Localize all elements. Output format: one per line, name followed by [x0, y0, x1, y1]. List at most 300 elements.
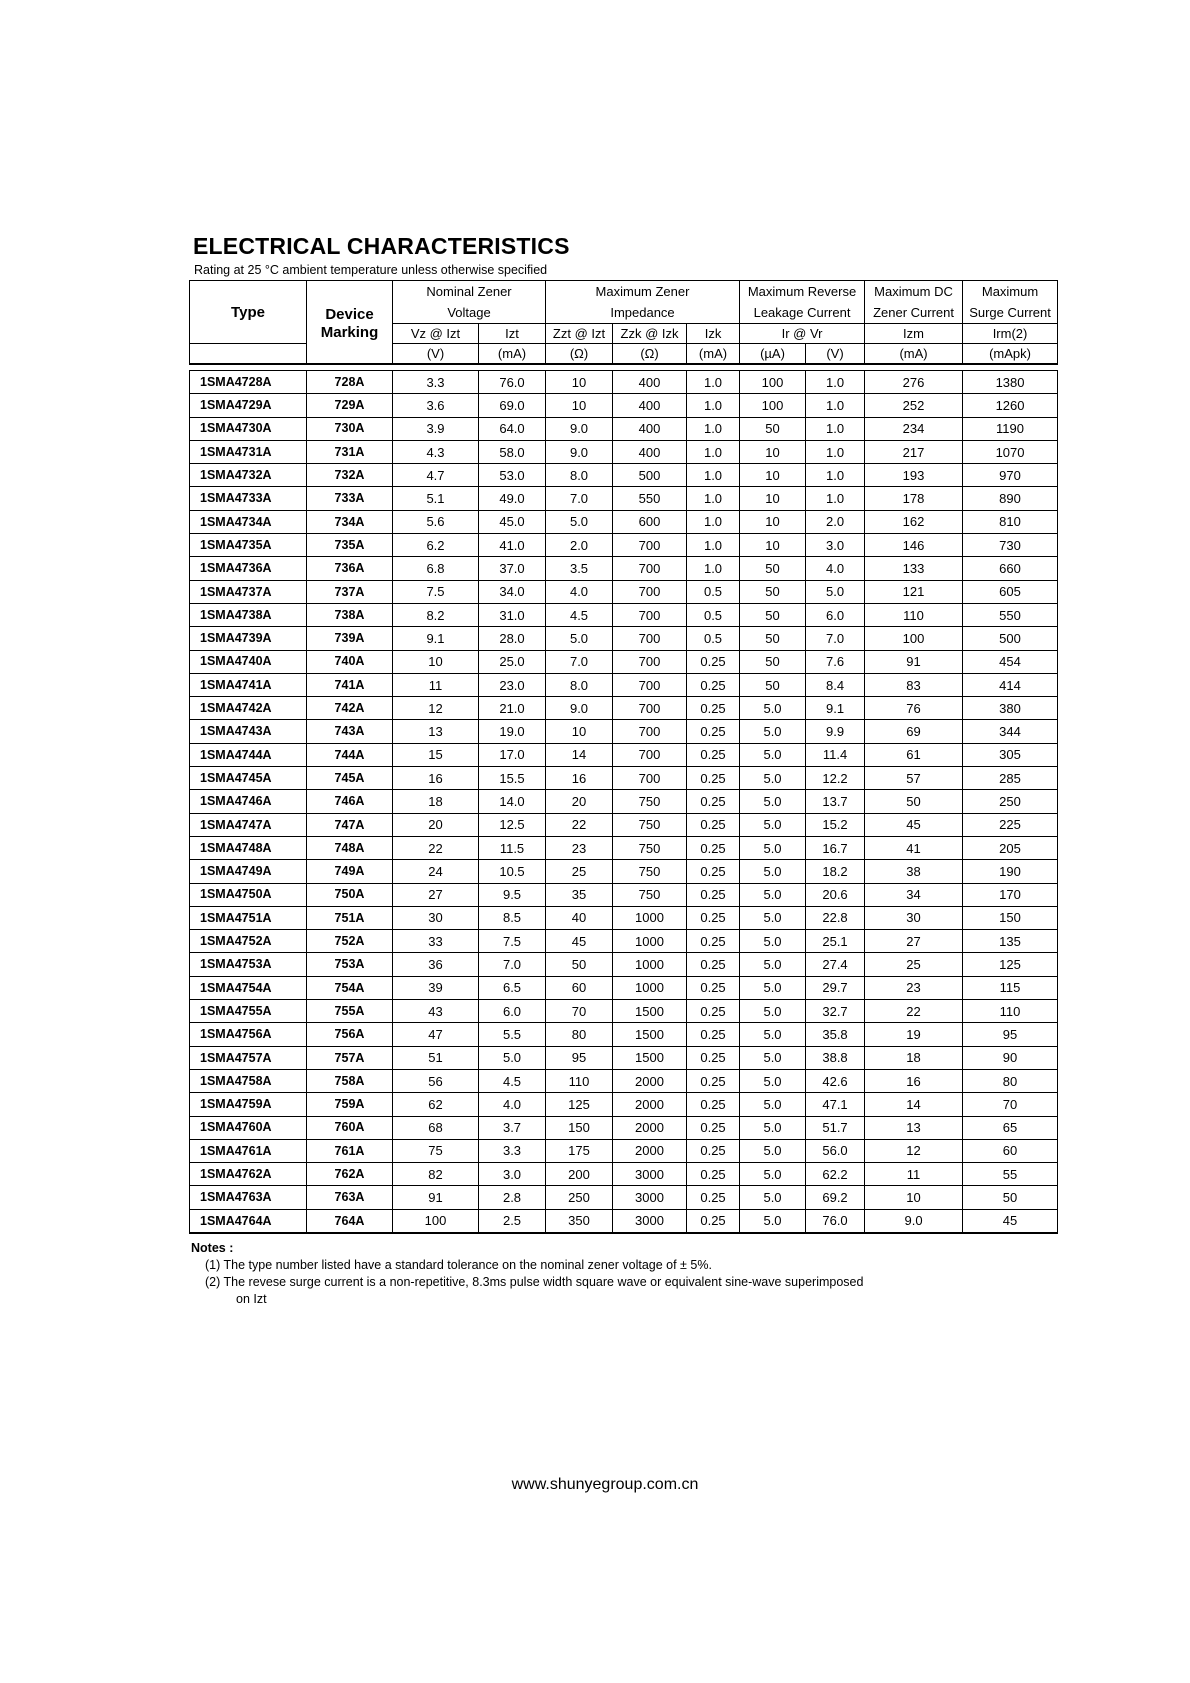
- cell-izm: 61: [865, 743, 963, 766]
- footer-url: www.shunyegroup.com.cn: [511, 1476, 699, 1493]
- cell-type: 1SMA4754A: [190, 976, 307, 999]
- cell-izm: 30: [865, 906, 963, 929]
- cell-zzk: 3000: [613, 1163, 687, 1186]
- cell-ir: 5.0: [740, 813, 806, 836]
- cell-izk: 0.25: [687, 1000, 740, 1023]
- cell-izk: 0.25: [687, 673, 740, 696]
- cell-irm: 285: [963, 767, 1058, 790]
- cell-marking: 737A: [307, 580, 393, 603]
- cell-zzk: 2000: [613, 1139, 687, 1162]
- electrical-characteristics-table: [189, 280, 1058, 1234]
- cell-marking: 733A: [307, 487, 393, 510]
- cell-marking: 758A: [307, 1069, 393, 1092]
- cell-izt: 3.3: [479, 1139, 546, 1162]
- note-1: (1) The type number listed have a standard tolerance on the nominal zener voltage of ± 5%.: [205, 1258, 712, 1272]
- cell-vz: 10: [393, 650, 479, 673]
- cell-marking: 753A: [307, 953, 393, 976]
- cell-marking: 761A: [307, 1139, 393, 1162]
- table-row: [190, 883, 1058, 906]
- page-subtitle: Rating at 25 °C ambient temperature unless otherwise specified: [194, 263, 548, 277]
- cell-zzt: 110: [546, 1069, 613, 1092]
- cell-marking: 742A: [307, 697, 393, 720]
- table-row: [190, 1023, 1058, 1046]
- header-impedance-2: Impedance: [546, 302, 740, 324]
- cell-zzk: 3000: [613, 1209, 687, 1233]
- notes-heading: Notes :: [191, 1241, 234, 1255]
- cell-zzt: 7.0: [546, 650, 613, 673]
- cell-type: 1SMA4753A: [190, 953, 307, 976]
- cell-type: 1SMA4747A: [190, 813, 307, 836]
- cell-type: 1SMA4732A: [190, 464, 307, 487]
- cell-type: 1SMA4740A: [190, 650, 307, 673]
- cell-irm: 1070: [963, 440, 1058, 463]
- cell-izm: 27: [865, 930, 963, 953]
- cell-type: 1SMA4756A: [190, 1023, 307, 1046]
- cell-vz: 68: [393, 1116, 479, 1139]
- cell-zzk: 1000: [613, 906, 687, 929]
- header-dc-2: Zener Current: [865, 302, 963, 324]
- cell-zzk: 700: [613, 697, 687, 720]
- cell-marking: 764A: [307, 1209, 393, 1233]
- cell-irm: 135: [963, 930, 1058, 953]
- cell-zzk: 400: [613, 417, 687, 440]
- cell-vz: 15: [393, 743, 479, 766]
- cell-zzt: 350: [546, 1209, 613, 1233]
- table-row: [190, 510, 1058, 533]
- cell-marking: 756A: [307, 1023, 393, 1046]
- cell-zzt: 22: [546, 813, 613, 836]
- cell-marking: 743A: [307, 720, 393, 743]
- cell-vz: 4.3: [393, 440, 479, 463]
- cell-izm: 110: [865, 603, 963, 626]
- cell-ir: 50: [740, 603, 806, 626]
- cell-type: 1SMA4737A: [190, 580, 307, 603]
- header-type-spacer: [190, 344, 307, 365]
- cell-ir: 5.0: [740, 930, 806, 953]
- cell-ir: 5.0: [740, 883, 806, 906]
- table-row: [190, 464, 1058, 487]
- cell-vr: 9.9: [806, 720, 865, 743]
- unit-mapk: (mApk): [963, 344, 1058, 365]
- cell-irm: 550: [963, 603, 1058, 626]
- table-row: [190, 1069, 1058, 1092]
- table-body: [190, 364, 1058, 1233]
- cell-marking: 760A: [307, 1116, 393, 1139]
- cell-zzt: 200: [546, 1163, 613, 1186]
- cell-zzk: 2000: [613, 1093, 687, 1116]
- cell-type: 1SMA4746A: [190, 790, 307, 813]
- cell-ir: 10: [740, 464, 806, 487]
- cell-izm: 14: [865, 1093, 963, 1116]
- cell-izm: 9.0: [865, 1209, 963, 1233]
- cell-izk: 0.25: [687, 1186, 740, 1209]
- cell-izm: 91: [865, 650, 963, 673]
- cell-izk: 0.25: [687, 1116, 740, 1139]
- cell-zzt: 80: [546, 1023, 613, 1046]
- cell-vz: 8.2: [393, 603, 479, 626]
- header-device-marking-2: Marking: [307, 324, 393, 365]
- cell-izk: 0.25: [687, 650, 740, 673]
- cell-zzt: 4.5: [546, 603, 613, 626]
- cell-ir: 5.0: [740, 836, 806, 859]
- cell-ir: 5.0: [740, 976, 806, 999]
- cell-zzk: 2000: [613, 1116, 687, 1139]
- cell-zzt: 20: [546, 790, 613, 813]
- cell-ir: 5.0: [740, 1163, 806, 1186]
- cell-zzt: 95: [546, 1046, 613, 1069]
- cell-irm: 660: [963, 557, 1058, 580]
- cell-marking: 750A: [307, 883, 393, 906]
- cell-izm: 162: [865, 510, 963, 533]
- cell-izt: 69.0: [479, 394, 546, 417]
- unit-ohm-zzk: (Ω): [613, 344, 687, 365]
- cell-vz: 16: [393, 767, 479, 790]
- cell-type: 1SMA4749A: [190, 860, 307, 883]
- table-row: [190, 836, 1058, 859]
- cell-izm: 13: [865, 1116, 963, 1139]
- cell-vz: 56: [393, 1069, 479, 1092]
- unit-ohm-zzt: (Ω): [546, 344, 613, 365]
- cell-type: 1SMA4762A: [190, 1163, 307, 1186]
- cell-vz: 20: [393, 813, 479, 836]
- cell-izm: 38: [865, 860, 963, 883]
- cell-type: 1SMA4741A: [190, 673, 307, 696]
- cell-vr: 69.2: [806, 1186, 865, 1209]
- cell-irm: 970: [963, 464, 1058, 487]
- cell-izm: 34: [865, 883, 963, 906]
- symbol-zzt: Zzt @ Izt: [546, 324, 613, 344]
- cell-marking: 755A: [307, 1000, 393, 1023]
- cell-irm: 380: [963, 697, 1058, 720]
- cell-izt: 4.0: [479, 1093, 546, 1116]
- cell-izt: 2.8: [479, 1186, 546, 1209]
- cell-izt: 28.0: [479, 627, 546, 650]
- cell-zzk: 700: [613, 534, 687, 557]
- cell-marking: 747A: [307, 813, 393, 836]
- table-row: [190, 860, 1058, 883]
- cell-vr: 1.0: [806, 487, 865, 510]
- cell-vz: 24: [393, 860, 479, 883]
- cell-ir: 5.0: [740, 1093, 806, 1116]
- cell-vr: 18.2: [806, 860, 865, 883]
- cell-vr: 20.6: [806, 883, 865, 906]
- cell-ir: 50: [740, 673, 806, 696]
- cell-izt: 49.0: [479, 487, 546, 510]
- cell-irm: 150: [963, 906, 1058, 929]
- cell-izk: 0.25: [687, 1093, 740, 1116]
- cell-marking: 729A: [307, 394, 393, 417]
- cell-type: 1SMA4755A: [190, 1000, 307, 1023]
- cell-irm: 90: [963, 1046, 1058, 1069]
- table-row: [190, 953, 1058, 976]
- cell-marking: 732A: [307, 464, 393, 487]
- cell-zzk: 3000: [613, 1186, 687, 1209]
- cell-vr: 22.8: [806, 906, 865, 929]
- cell-zzk: 700: [613, 603, 687, 626]
- cell-irm: 605: [963, 580, 1058, 603]
- cell-vr: 1.0: [806, 371, 865, 394]
- cell-irm: 115: [963, 976, 1058, 999]
- cell-ir: 100: [740, 371, 806, 394]
- cell-izt: 21.0: [479, 697, 546, 720]
- table-row: [190, 534, 1058, 557]
- cell-vr: 16.7: [806, 836, 865, 859]
- cell-vz: 3.9: [393, 417, 479, 440]
- table-row: [190, 790, 1058, 813]
- cell-vz: 3.6: [393, 394, 479, 417]
- cell-izm: 41: [865, 836, 963, 859]
- cell-izt: 3.0: [479, 1163, 546, 1186]
- cell-type: 1SMA4761A: [190, 1139, 307, 1162]
- cell-zzt: 5.0: [546, 510, 613, 533]
- cell-type: 1SMA4748A: [190, 836, 307, 859]
- cell-zzk: 700: [613, 650, 687, 673]
- cell-type: 1SMA4744A: [190, 743, 307, 766]
- cell-type: 1SMA4738A: [190, 603, 307, 626]
- table-row: [190, 906, 1058, 929]
- cell-irm: 45: [963, 1209, 1058, 1233]
- cell-marking: 748A: [307, 836, 393, 859]
- cell-zzt: 8.0: [546, 464, 613, 487]
- table-row: [190, 930, 1058, 953]
- table-row: [190, 440, 1058, 463]
- cell-marking: 749A: [307, 860, 393, 883]
- cell-zzk: 700: [613, 720, 687, 743]
- cell-zzt: 10: [546, 720, 613, 743]
- cell-izm: 16: [865, 1069, 963, 1092]
- table-row: [190, 557, 1058, 580]
- unit-v-vr: (V): [806, 344, 865, 365]
- cell-zzt: 16: [546, 767, 613, 790]
- cell-zzt: 14: [546, 743, 613, 766]
- cell-zzt: 23: [546, 836, 613, 859]
- cell-izt: 76.0: [479, 371, 546, 394]
- cell-irm: 250: [963, 790, 1058, 813]
- cell-marking: 751A: [307, 906, 393, 929]
- cell-vz: 27: [393, 883, 479, 906]
- cell-vr: 11.4: [806, 743, 865, 766]
- cell-vz: 9.1: [393, 627, 479, 650]
- cell-marking: 739A: [307, 627, 393, 650]
- unit-ma-izk: (mA): [687, 344, 740, 365]
- cell-zzk: 500: [613, 464, 687, 487]
- cell-marking: 752A: [307, 930, 393, 953]
- cell-type: 1SMA4742A: [190, 697, 307, 720]
- table-row: [190, 1093, 1058, 1116]
- table-row: [190, 1000, 1058, 1023]
- cell-type: 1SMA4739A: [190, 627, 307, 650]
- cell-ir: 50: [740, 650, 806, 673]
- symbol-izk: Izk: [687, 324, 740, 344]
- cell-zzt: 2.0: [546, 534, 613, 557]
- table-row: [190, 580, 1058, 603]
- cell-vr: 8.4: [806, 673, 865, 696]
- cell-zzt: 25: [546, 860, 613, 883]
- cell-ir: 10: [740, 440, 806, 463]
- cell-izk: 1.0: [687, 557, 740, 580]
- cell-irm: 225: [963, 813, 1058, 836]
- cell-ir: 10: [740, 534, 806, 557]
- cell-irm: 500: [963, 627, 1058, 650]
- cell-zzk: 400: [613, 394, 687, 417]
- cell-marking: 728A: [307, 371, 393, 394]
- cell-izt: 14.0: [479, 790, 546, 813]
- cell-ir: 5.0: [740, 767, 806, 790]
- cell-izk: 0.25: [687, 767, 740, 790]
- cell-izm: 23: [865, 976, 963, 999]
- cell-izt: 11.5: [479, 836, 546, 859]
- table-row: [190, 673, 1058, 696]
- cell-marking: 736A: [307, 557, 393, 580]
- cell-zzt: 10: [546, 394, 613, 417]
- cell-ir: 5.0: [740, 1186, 806, 1209]
- cell-izk: 0.25: [687, 906, 740, 929]
- cell-izk: 0.25: [687, 1069, 740, 1092]
- cell-zzt: 9.0: [546, 440, 613, 463]
- cell-zzk: 1000: [613, 930, 687, 953]
- cell-zzk: 700: [613, 743, 687, 766]
- cell-vz: 5.1: [393, 487, 479, 510]
- cell-izk: 0.25: [687, 813, 740, 836]
- cell-izt: 5.5: [479, 1023, 546, 1046]
- cell-vz: 100: [393, 1209, 479, 1233]
- unit-ma: (mA): [479, 344, 546, 365]
- cell-izk: 0.25: [687, 860, 740, 883]
- table-row: [190, 743, 1058, 766]
- cell-izm: 276: [865, 371, 963, 394]
- cell-zzk: 700: [613, 673, 687, 696]
- cell-vz: 4.7: [393, 464, 479, 487]
- cell-izk: 0.5: [687, 627, 740, 650]
- table-row: [190, 371, 1058, 394]
- cell-marking: 730A: [307, 417, 393, 440]
- cell-irm: 1380: [963, 371, 1058, 394]
- cell-ir: 5.0: [740, 906, 806, 929]
- cell-irm: 125: [963, 953, 1058, 976]
- cell-izm: 133: [865, 557, 963, 580]
- cell-vr: 5.0: [806, 580, 865, 603]
- cell-type: 1SMA4763A: [190, 1186, 307, 1209]
- header-dc-1: Maximum DC: [865, 281, 963, 303]
- cell-type: 1SMA4764A: [190, 1209, 307, 1233]
- cell-izk: 0.25: [687, 697, 740, 720]
- cell-vz: 22: [393, 836, 479, 859]
- cell-vr: 1.0: [806, 417, 865, 440]
- header-device-marking-1: Device: [307, 281, 393, 324]
- cell-ir: 50: [740, 580, 806, 603]
- cell-irm: 70: [963, 1093, 1058, 1116]
- cell-zzk: 1500: [613, 1000, 687, 1023]
- cell-izt: 2.5: [479, 1209, 546, 1233]
- cell-izt: 41.0: [479, 534, 546, 557]
- cell-irm: 60: [963, 1139, 1058, 1162]
- symbol-ir-vr: Ir @ Vr: [740, 324, 865, 344]
- cell-izm: 45: [865, 813, 963, 836]
- cell-vr: 1.0: [806, 464, 865, 487]
- cell-izt: 7.0: [479, 953, 546, 976]
- cell-ir: 10: [740, 487, 806, 510]
- cell-vr: 1.0: [806, 394, 865, 417]
- cell-izk: 0.5: [687, 580, 740, 603]
- cell-zzt: 175: [546, 1139, 613, 1162]
- cell-izk: 0.25: [687, 836, 740, 859]
- cell-zzk: 700: [613, 627, 687, 650]
- cell-type: 1SMA4750A: [190, 883, 307, 906]
- cell-vz: 6.2: [393, 534, 479, 557]
- cell-vz: 18: [393, 790, 479, 813]
- cell-izk: 0.25: [687, 930, 740, 953]
- cell-marking: 738A: [307, 603, 393, 626]
- cell-vz: 12: [393, 697, 479, 720]
- cell-type: 1SMA4734A: [190, 510, 307, 533]
- cell-zzt: 50: [546, 953, 613, 976]
- table-row: [190, 487, 1058, 510]
- cell-zzk: 750: [613, 883, 687, 906]
- cell-vr: 27.4: [806, 953, 865, 976]
- unit-v: (V): [393, 344, 479, 365]
- cell-izm: 193: [865, 464, 963, 487]
- table-row: [190, 1116, 1058, 1139]
- cell-izt: 12.5: [479, 813, 546, 836]
- symbol-vz: Vz @ Izt: [393, 324, 479, 344]
- cell-type: 1SMA4758A: [190, 1069, 307, 1092]
- cell-type: 1SMA4745A: [190, 767, 307, 790]
- cell-zzt: 250: [546, 1186, 613, 1209]
- table-row: [190, 697, 1058, 720]
- cell-izm: 178: [865, 487, 963, 510]
- cell-ir: 5.0: [740, 1023, 806, 1046]
- cell-vz: 5.6: [393, 510, 479, 533]
- cell-izm: 83: [865, 673, 963, 696]
- cell-irm: 190: [963, 860, 1058, 883]
- cell-vr: 42.6: [806, 1069, 865, 1092]
- cell-izt: 3.7: [479, 1116, 546, 1139]
- cell-vr: 47.1: [806, 1093, 865, 1116]
- cell-irm: 205: [963, 836, 1058, 859]
- cell-izt: 64.0: [479, 417, 546, 440]
- cell-zzk: 750: [613, 813, 687, 836]
- cell-irm: 110: [963, 1000, 1058, 1023]
- cell-zzk: 600: [613, 510, 687, 533]
- cell-type: 1SMA4736A: [190, 557, 307, 580]
- table-row: [190, 1163, 1058, 1186]
- cell-vr: 51.7: [806, 1116, 865, 1139]
- cell-zzt: 3.5: [546, 557, 613, 580]
- cell-type: 1SMA4733A: [190, 487, 307, 510]
- cell-vr: 76.0: [806, 1209, 865, 1233]
- table-row: [190, 1046, 1058, 1069]
- cell-zzt: 8.0: [546, 673, 613, 696]
- cell-marking: 740A: [307, 650, 393, 673]
- cell-vr: 9.1: [806, 697, 865, 720]
- cell-izk: 1.0: [687, 464, 740, 487]
- cell-zzt: 45: [546, 930, 613, 953]
- cell-zzk: 700: [613, 767, 687, 790]
- cell-vz: 30: [393, 906, 479, 929]
- header-leakage-2: Leakage Current: [740, 302, 865, 324]
- cell-irm: 730: [963, 534, 1058, 557]
- cell-izk: 0.25: [687, 720, 740, 743]
- cell-irm: 1260: [963, 394, 1058, 417]
- cell-ir: 5.0: [740, 743, 806, 766]
- cell-ir: 5.0: [740, 1069, 806, 1092]
- cell-zzk: 750: [613, 860, 687, 883]
- cell-marking: 763A: [307, 1186, 393, 1209]
- cell-izm: 76: [865, 697, 963, 720]
- cell-izk: 1.0: [687, 371, 740, 394]
- cell-irm: 95: [963, 1023, 1058, 1046]
- cell-ir: 5.0: [740, 1139, 806, 1162]
